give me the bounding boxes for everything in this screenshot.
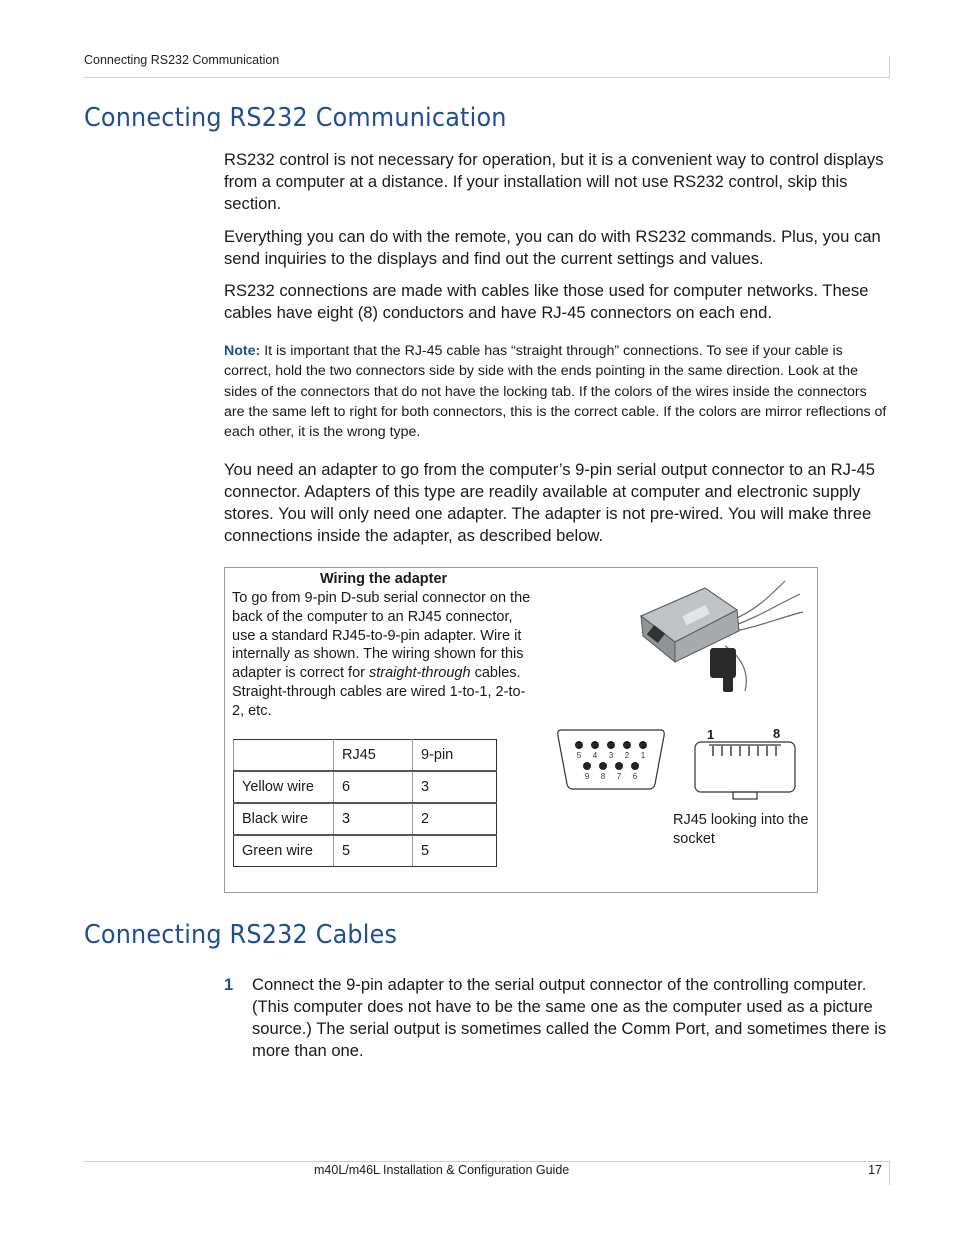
table-cell: 5: [334, 835, 413, 867]
note-block: [224, 341, 889, 442]
db9-connector-diagram: [555, 726, 667, 794]
rj45-caption: RJ45 looking into the socket: [673, 812, 809, 847]
rj45-pin-1-label: 1: [707, 727, 715, 742]
step-text: Connect the 9-pin adapter to the serial output connector of the controlling computer. (This computer does not have to be the same one as the computer used as a picture source.) The serial output is sometimes called the Comm Port, and sometimes there is more than one.: [252, 975, 887, 1060]
figure-description: To go from 9-pin D-sub serial connector on the back of the computer to an RJ45 connector, use a standard RJ45-to-9-pin adapter. Wire it internally as shown. The wiring shown for this adapter is correct for straight-through cables. Straight-through cables are wired 1-to-1, 2-to-2, etc.: [232, 590, 531, 719]
db9-pin-label: 8: [600, 772, 606, 781]
note-text: It is important that the RJ-45 cable has “straight through” connections. To see if your cable is correct, hold the two connectors side by side with the ends pointing in the same direction. Look at the sides of the connectors that do not have the locking tab. If the colors of the wires inside the connectors are the same left to right for both connectors, this is the correct cable. If the colors are mirror reflections of each other, it is the wrong type.: [224, 343, 887, 441]
running-header: [84, 52, 890, 78]
table-header-cell: RJ45: [334, 740, 413, 772]
step-1: [224, 974, 889, 1062]
intro-paragraph-2: Everything you can do with the remote, you can do with RS232 commands. Plus, you can send inquiries to the displays and find out the current settings and values.: [224, 227, 881, 268]
intro-paragraph-1: RS232 control is not necessary for operation, but it is a convenient way to control displays from a computer at a distance. If your installation will not use RS232 control, skip this section.: [224, 150, 884, 213]
table-row: [234, 771, 497, 803]
db9-pin-label: 2: [624, 751, 630, 760]
wiring-figure: [224, 567, 818, 893]
table-header-cell: [234, 740, 334, 772]
table-cell: Yellow wire: [234, 771, 334, 803]
table-cell: 3: [413, 771, 497, 803]
table-cell: 3: [334, 803, 413, 835]
step-number: 1: [224, 975, 234, 994]
rj45-socket-diagram: [691, 724, 801, 806]
rj45-contacts: [713, 746, 776, 756]
rj45-socket-outline: [695, 742, 795, 792]
section-heading-rs232-cables: Connecting RS232 Cables: [84, 920, 398, 950]
wiring-table: [233, 739, 497, 867]
db9-pin-label: 7: [616, 772, 622, 781]
table-header-row: [234, 740, 497, 772]
db9-pin-label: 9: [584, 772, 590, 781]
table-cell: 2: [413, 803, 497, 835]
table-row: [234, 803, 497, 835]
table-cell: 5: [413, 835, 497, 867]
db9-pin-label: 4: [592, 751, 598, 760]
db9-pin-label: 6: [632, 772, 638, 781]
running-title: Connecting RS232 Communication: [84, 53, 280, 67]
table-header-cell: 9-pin: [413, 740, 497, 772]
table-cell: 6: [334, 771, 413, 803]
db9-pin-label: 1: [640, 751, 646, 760]
db9-pin-label: 5: [576, 751, 582, 760]
table-cell: Black wire: [234, 803, 334, 835]
rj45-locking-tab: [733, 792, 757, 799]
adapter-photo: [635, 576, 810, 706]
db9-shell-photo: [710, 648, 736, 692]
figure-title: Wiring the adapter: [320, 571, 448, 587]
note-label: Note:: [224, 343, 261, 359]
page-footer: [84, 1161, 890, 1186]
db9-top-pins: [575, 741, 647, 749]
table-cell: Green wire: [234, 835, 334, 867]
section-heading-rs232-communication: Connecting RS232 Communication: [84, 103, 507, 133]
footer-guide-title: m40L/m46L Installation & Configuration Guide: [314, 1163, 570, 1177]
adapter-photo-wires: [725, 581, 803, 691]
db9-pin-label: 3: [608, 751, 614, 760]
rj45-pin-8-label: 8: [773, 726, 781, 741]
intro-paragraph-3: RS232 connections are made with cables like those used for computer networks. These cables have eight (8) conductors and have RJ-45 connectors on each end.: [224, 281, 869, 322]
db9-bottom-pins: [583, 762, 639, 770]
page-number: 17: [868, 1163, 882, 1177]
italic-term: straight-through: [369, 665, 471, 682]
adapter-paragraph: You need an adapter to go from the computer’s 9-pin serial output connector to an RJ-45 connector. Adapters of this type are readily available at computer and electronic supply stores. You will only need one adapter. The adapter is not pre-wired. You will make three connections inside the adapter, as described below.: [224, 460, 875, 545]
table-row: [234, 835, 497, 867]
